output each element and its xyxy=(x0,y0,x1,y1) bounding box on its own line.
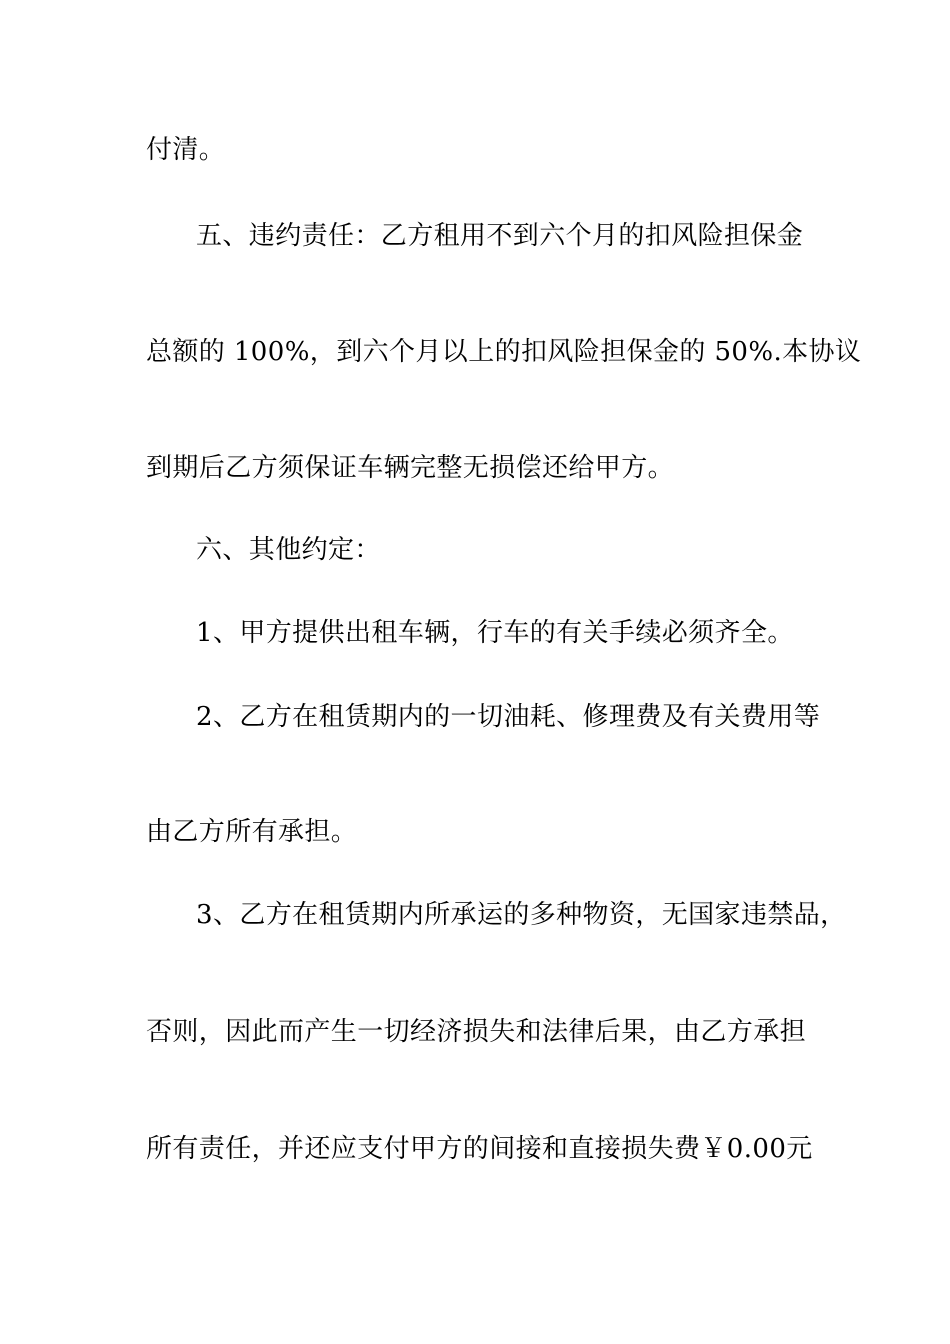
clause-3-continuation-2: 所有责任，并还应支付甲方的间接和直接损失费￥0.00元 xyxy=(146,1134,813,1164)
section-five-heading: 五、违约责任：乙方租用不到六个月的扣风险担保金 xyxy=(196,221,804,251)
text-line-4: 到期后乙方须保证车辆完整无损偿还给甲方。 xyxy=(146,453,675,483)
clause-3: 3、乙方在租赁期内所承运的多种物资，无国家违禁品， xyxy=(196,900,847,930)
clause-3-continuation-1: 否则，因此而产生一切经济损失和法律后果，由乙方承担 xyxy=(146,1017,807,1047)
clause-2: 2、乙方在租赁期内的一切油耗、修理费及有关费用等 xyxy=(196,702,821,732)
section-six-heading: 六、其他约定： xyxy=(196,535,381,565)
clause-2-continuation: 由乙方所有承担。 xyxy=(146,817,358,847)
clause-1: 1、甲方提供出租车辆，行车的有关手续必须齐全。 xyxy=(196,618,794,648)
text-line-1: 付清。 xyxy=(146,135,226,165)
text-line-3: 总额的 100%，到六个月以上的扣风险担保金的 50%.本协议 xyxy=(146,337,862,367)
